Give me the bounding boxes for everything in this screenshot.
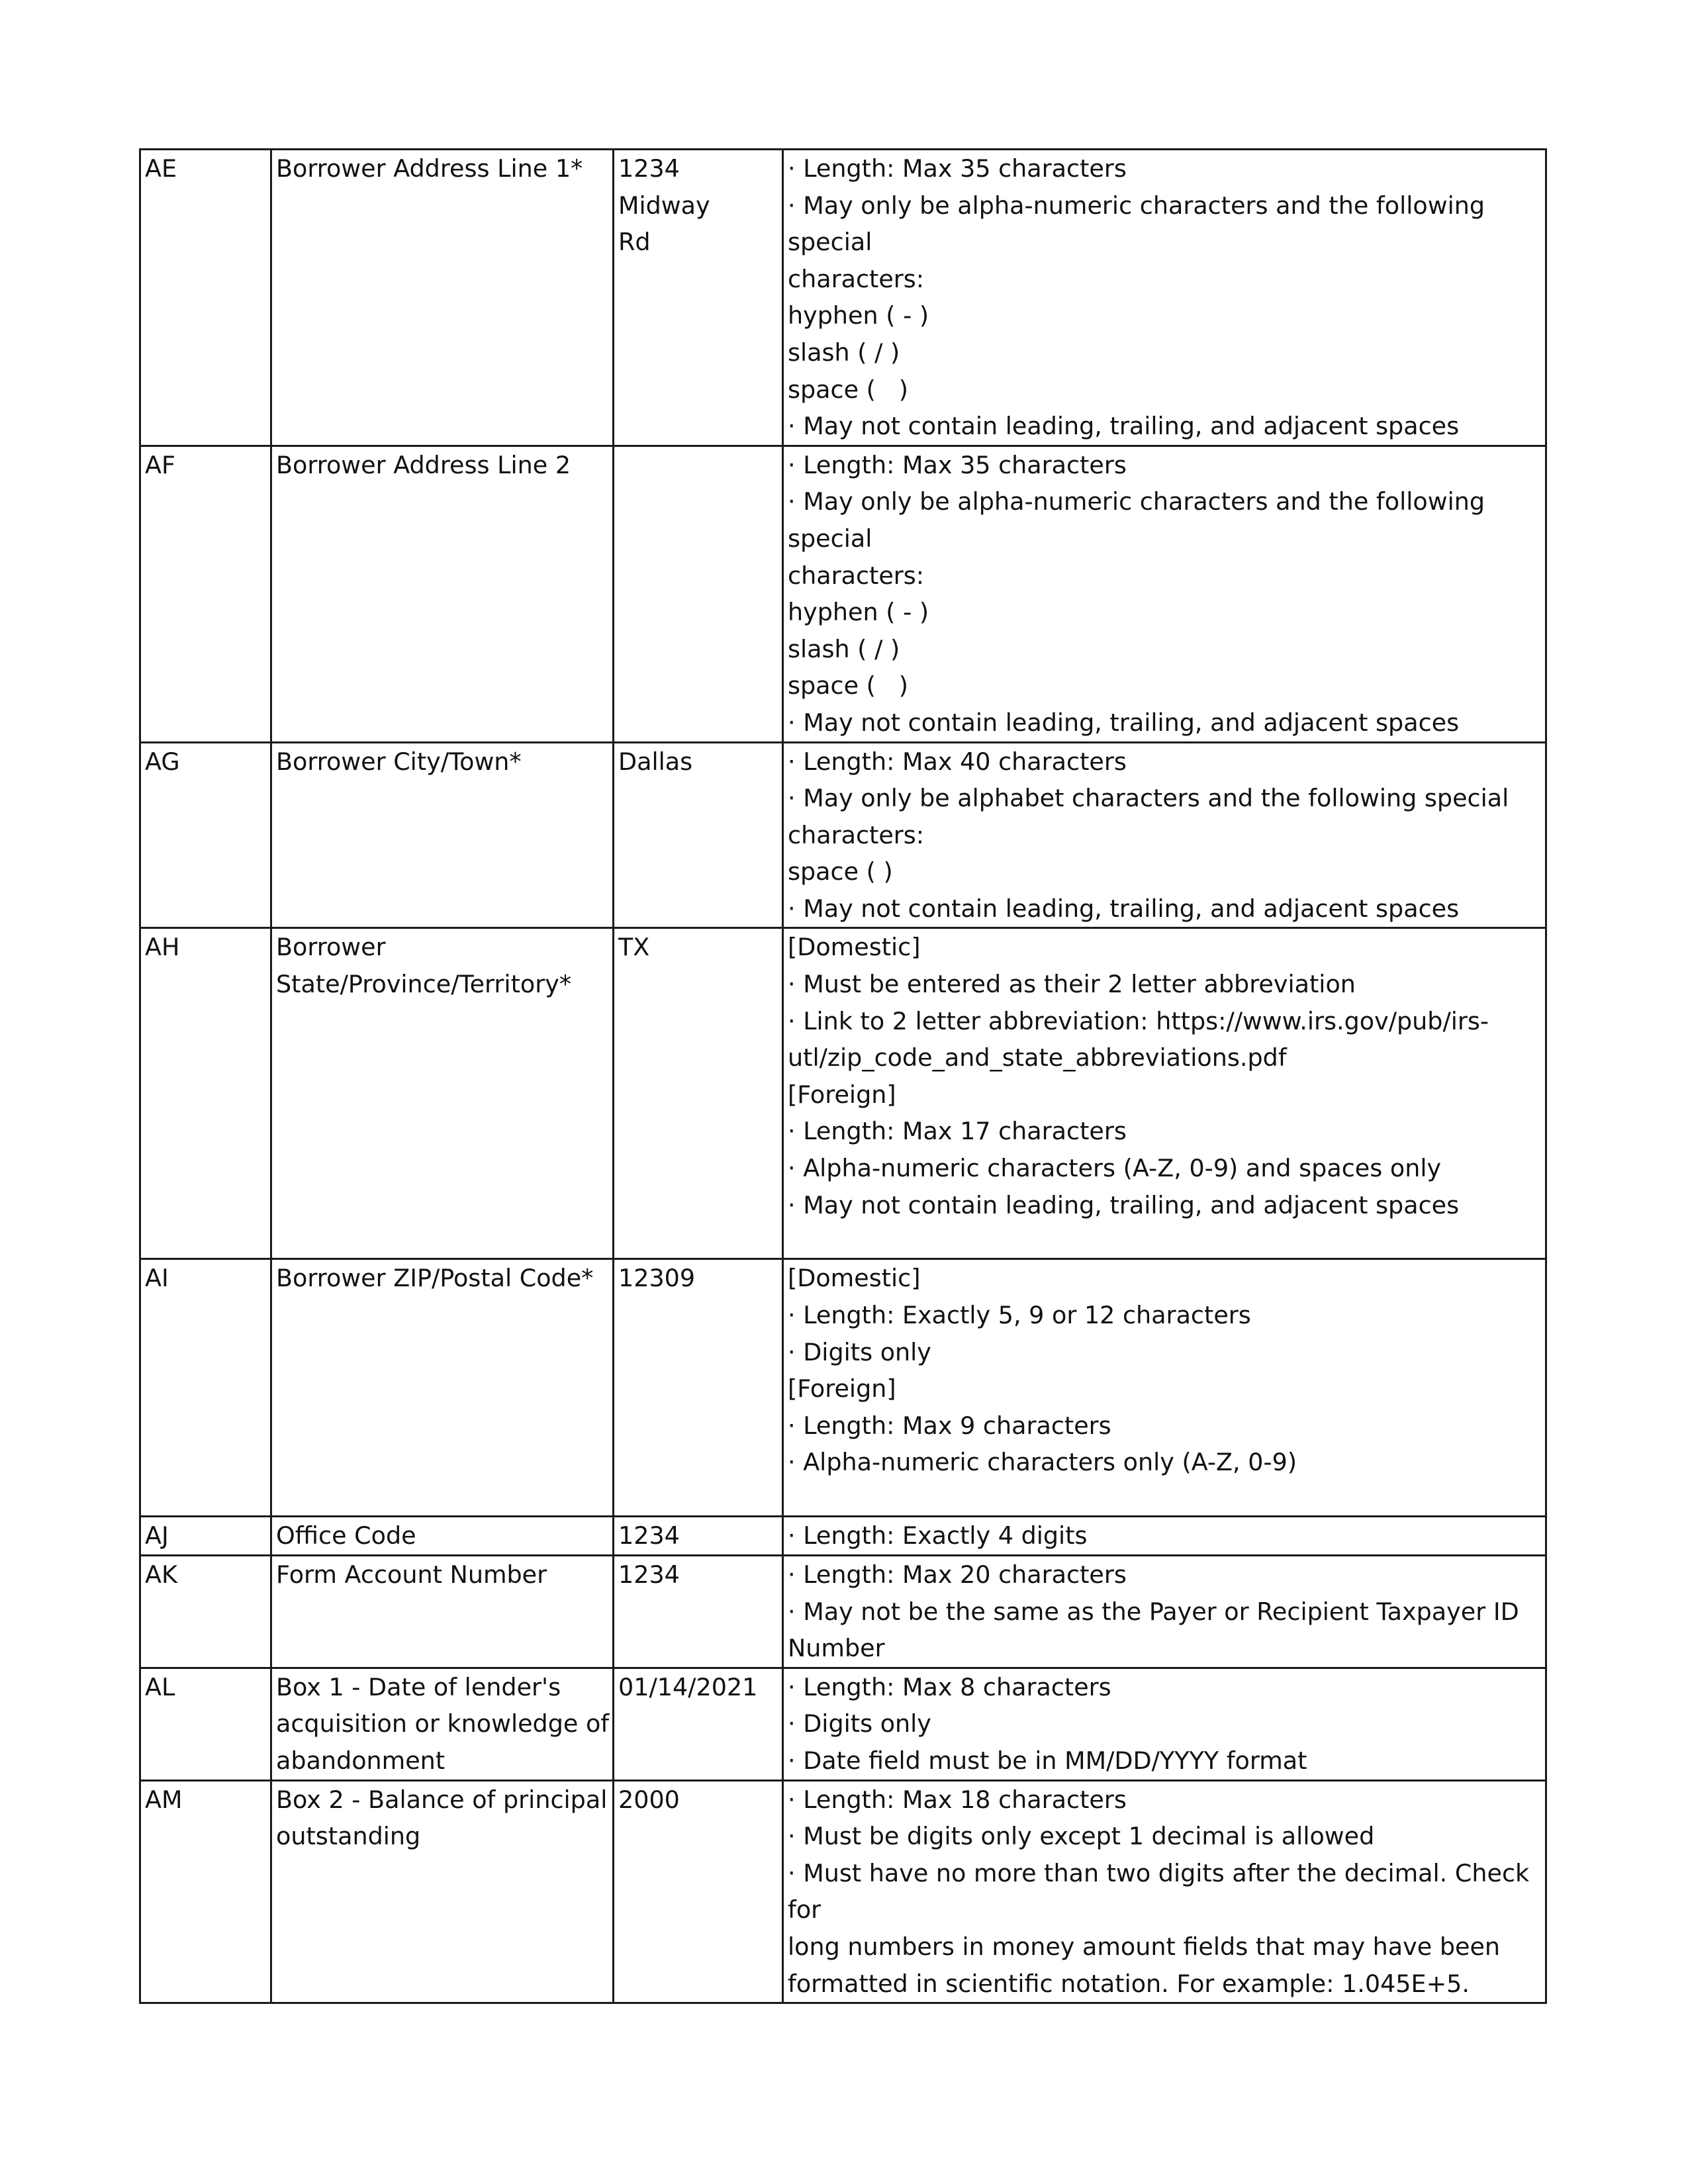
validation-rules-cell: · Length: Exactly 4 digits: [783, 1517, 1546, 1556]
field-name-cell: Borrower City/Town*: [271, 742, 614, 928]
column-code-cell: AE: [140, 150, 271, 446]
table-row: [140, 1668, 1546, 1780]
validation-rules-cell: · Length: Max 35 characters · May only be alpha-numeric characters and the following special characters: hyphen ( - ) slash ( / ) space ( ) · May not contain leading, trailing, and adjacent spaces: [783, 446, 1546, 742]
validation-rules-cell: · Length: Max 20 characters · May not be the same as the Payer or Recipient Taxpayer ID Number: [783, 1556, 1546, 1668]
field-name-cell: Box 2 - Balance of principal outstanding: [271, 1780, 614, 2003]
validation-rules-cell: [Domestic] · Length: Exactly 5, 9 or 12 characters · Digits only [Foreign] · Length: Max 9 characters · Alpha-numeric characters only (A-Z, 0-9): [783, 1259, 1546, 1517]
field-name-cell: Borrower Address Line 2: [271, 446, 614, 742]
table-row: [140, 1259, 1546, 1517]
example-value-cell: 1234: [614, 1556, 783, 1668]
field-name-cell: Borrower Address Line 1*: [271, 150, 614, 446]
field-name-cell: Borrower State/Province/Territory*: [271, 928, 614, 1259]
example-value-cell: Dallas: [614, 742, 783, 928]
field-name-cell: Form Account Number: [271, 1556, 614, 1668]
table-row: [140, 1517, 1546, 1556]
table-row: [140, 446, 1546, 742]
example-value-cell: 12309: [614, 1259, 783, 1517]
validation-rules-cell: [Domestic] · Must be entered as their 2 letter abbreviation · Link to 2 letter abbreviation: https://www.irs.gov/pub/irs- utl/zip_code_and_state_abbreviations.pdf [Foreign] · Length: Max 17 characters · Alpha-numeric characters (A-Z, 0-9) and spaces only · May not contain leading, trailing, and adjacent spaces: [783, 928, 1546, 1259]
validation-rules-cell: · Length: Max 18 characters · Must be digits only except 1 decimal is allowed · Must have no more than two digits after the decimal. Check for long numbers in money amount fields that may have been formatted in scientific notation. For example: 1.045E+5.: [783, 1780, 1546, 2003]
table-row: [140, 1556, 1546, 1668]
example-value-cell: 2000: [614, 1780, 783, 2003]
field-spec-table: [139, 148, 1547, 2004]
column-code-cell: AM: [140, 1780, 271, 2003]
example-value-cell: [614, 446, 783, 742]
column-code-cell: AL: [140, 1668, 271, 1780]
table-row: [140, 742, 1546, 928]
column-code-cell: AF: [140, 446, 271, 742]
table-row: [140, 928, 1546, 1259]
table-row: [140, 150, 1546, 446]
column-code-cell: AK: [140, 1556, 271, 1668]
table-row: [140, 1780, 1546, 2003]
example-value-cell: TX: [614, 928, 783, 1259]
validation-rules-cell: · Length: Max 35 characters · May only be alpha-numeric characters and the following special characters: hyphen ( - ) slash ( / ) space ( ) · May not contain leading, trailing, and adjacent spaces: [783, 150, 1546, 446]
validation-rules-cell: · Length: Max 8 characters · Digits only · Date field must be in MM/DD/YYYY format: [783, 1668, 1546, 1780]
column-code-cell: AJ: [140, 1517, 271, 1556]
column-code-cell: AG: [140, 742, 271, 928]
example-value-cell: 1234: [614, 1517, 783, 1556]
column-code-cell: AH: [140, 928, 271, 1259]
validation-rules-cell: · Length: Max 40 characters · May only be alphabet characters and the following special characters: space ( ) · May not contain leading, trailing, and adjacent spaces: [783, 742, 1546, 928]
field-name-cell: Office Code: [271, 1517, 614, 1556]
example-value-cell: 01/14/2021: [614, 1668, 783, 1780]
example-value-cell: 1234 Midway Rd: [614, 150, 783, 446]
field-name-cell: Box 1 - Date of lender's acquisition or knowledge of abandonment: [271, 1668, 614, 1780]
column-code-cell: AI: [140, 1259, 271, 1517]
field-name-cell: Borrower ZIP/Postal Code*: [271, 1259, 614, 1517]
